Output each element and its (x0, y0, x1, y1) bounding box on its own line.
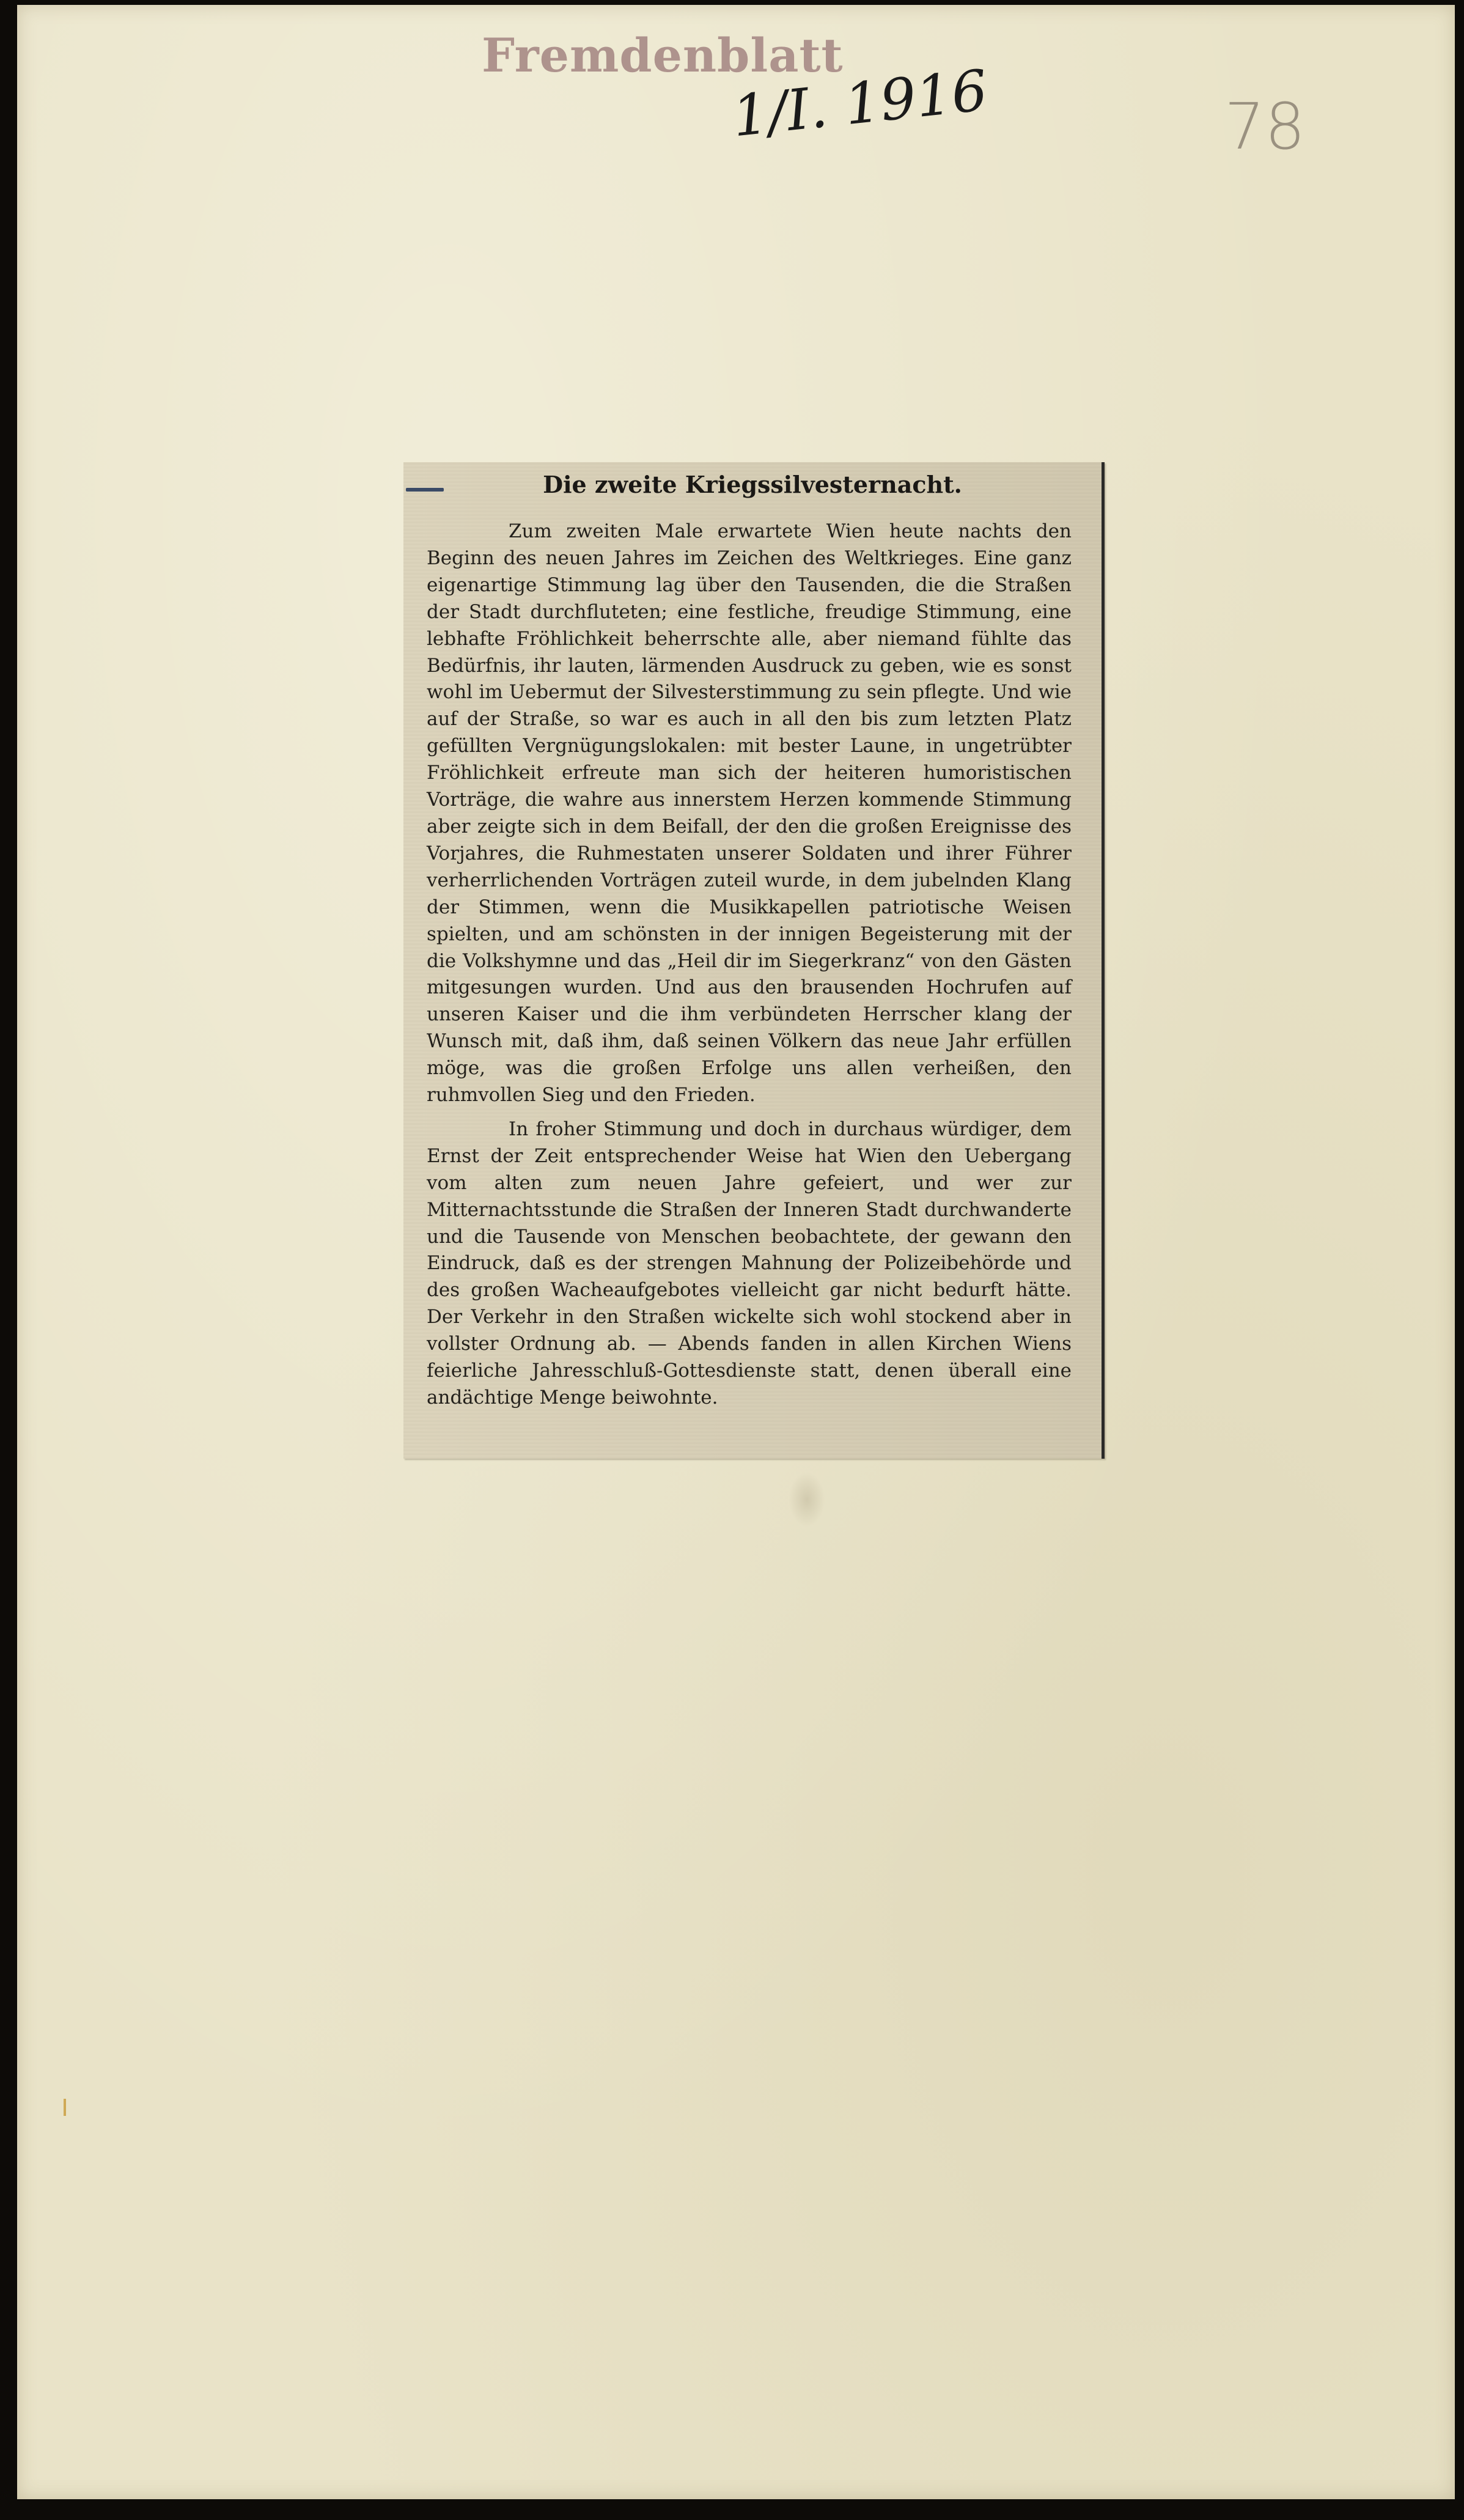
handwritten-page-number: 78 (1224, 89, 1306, 164)
newspaper-clipping (403, 462, 1105, 1459)
article-headline: Die zweite Kriegssilvesternacht. (543, 471, 962, 498)
article-body (427, 518, 1072, 1412)
article-paragraph: In froher Stimmung und doch in durchaus würdiger, dem Ernst der Zeit entsprechender Weise hat Wien den Uebergang vom alten zum neuen Jahre gefeiert, und wer zur Mitternachtsstunde die Straßen der Inneren Stadt durchwanderte und die Tausende von Menschen beobachtete, der gewann den Eindruck, daß es der strengen Mahnung der Polizeibehörde und des großen Wacheaufgebotes vielleicht gar nicht bedurft hätte. Der Verkehr in den Straßen wickelte sich wohl stockend aber in vollster Ordnung ab. — Abends fanden in allen Kirchen Wiens feierliche Jahresschluß-Gottesdienste statt, denen überall eine andächtige Menge beiwohnte. (427, 1118, 1072, 1409)
paper-stain (789, 1472, 825, 1527)
margin-mark (64, 2099, 66, 2116)
article-paragraph: Zum zweiten Male erwartete Wien heute nachts den Beginn des neuen Jahres im Zeichen des Weltkrieges. Eine ganz eigenartige Stimmung lag über den Tausenden, die die Straßen der Stadt durchfluteten; eine festliche, freudige Stimmung, eine lebhafte Fröhlichkeit beherrschte alle, aber niemand fühlte das Bedürfnis, ihr lauten, lärmenden Ausdruck zu geben, wie es sonst wohl im Uebermut der Silvesterstimmung zu sein pflegte. Und wie auf der Straße, so war es auch in all den bis zum letzten Platz gefüllten Vergnügungslokalen: mit bester Laune, in ungetrübter Fröhlichkeit erfreute man sich der heiteren humoristischen Vorträge, die wahre aus innerstem Herzen kommende Stimmung aber zeigte sich in dem Beifall, der den die großen Ereignisse des Vorjahres, die Ruhmestaten unserer Soldaten und ihrer Führer verherrlichenden Vorträgen zuteil wurde, in dem jubelnden Klang der Stimmen, wenn die Musikkapellen patriotische Weisen spielten, und am schönsten in der innigen Begeisterung mit der die Volkshymne und das „Heil dir im Siegerkranz“ von den Gästen mitgesungen wurden. Und aus den brausenden Hochrufen auf unseren Kaiser und die ihm verbündeten Herrscher klang der Wunsch mit, daß ihm, daß seinen Völkern das neue Jahr erfüllen möge, was die großen Erfolge uns allen verheißen, den ruhmvollen Sieg und den Frieden. (427, 520, 1072, 1107)
archive-sheet (17, 5, 1455, 2499)
handwritten-date: 1/I. 1916 (729, 57, 991, 150)
newspaper-stamp: Fremdenblatt (482, 28, 844, 83)
